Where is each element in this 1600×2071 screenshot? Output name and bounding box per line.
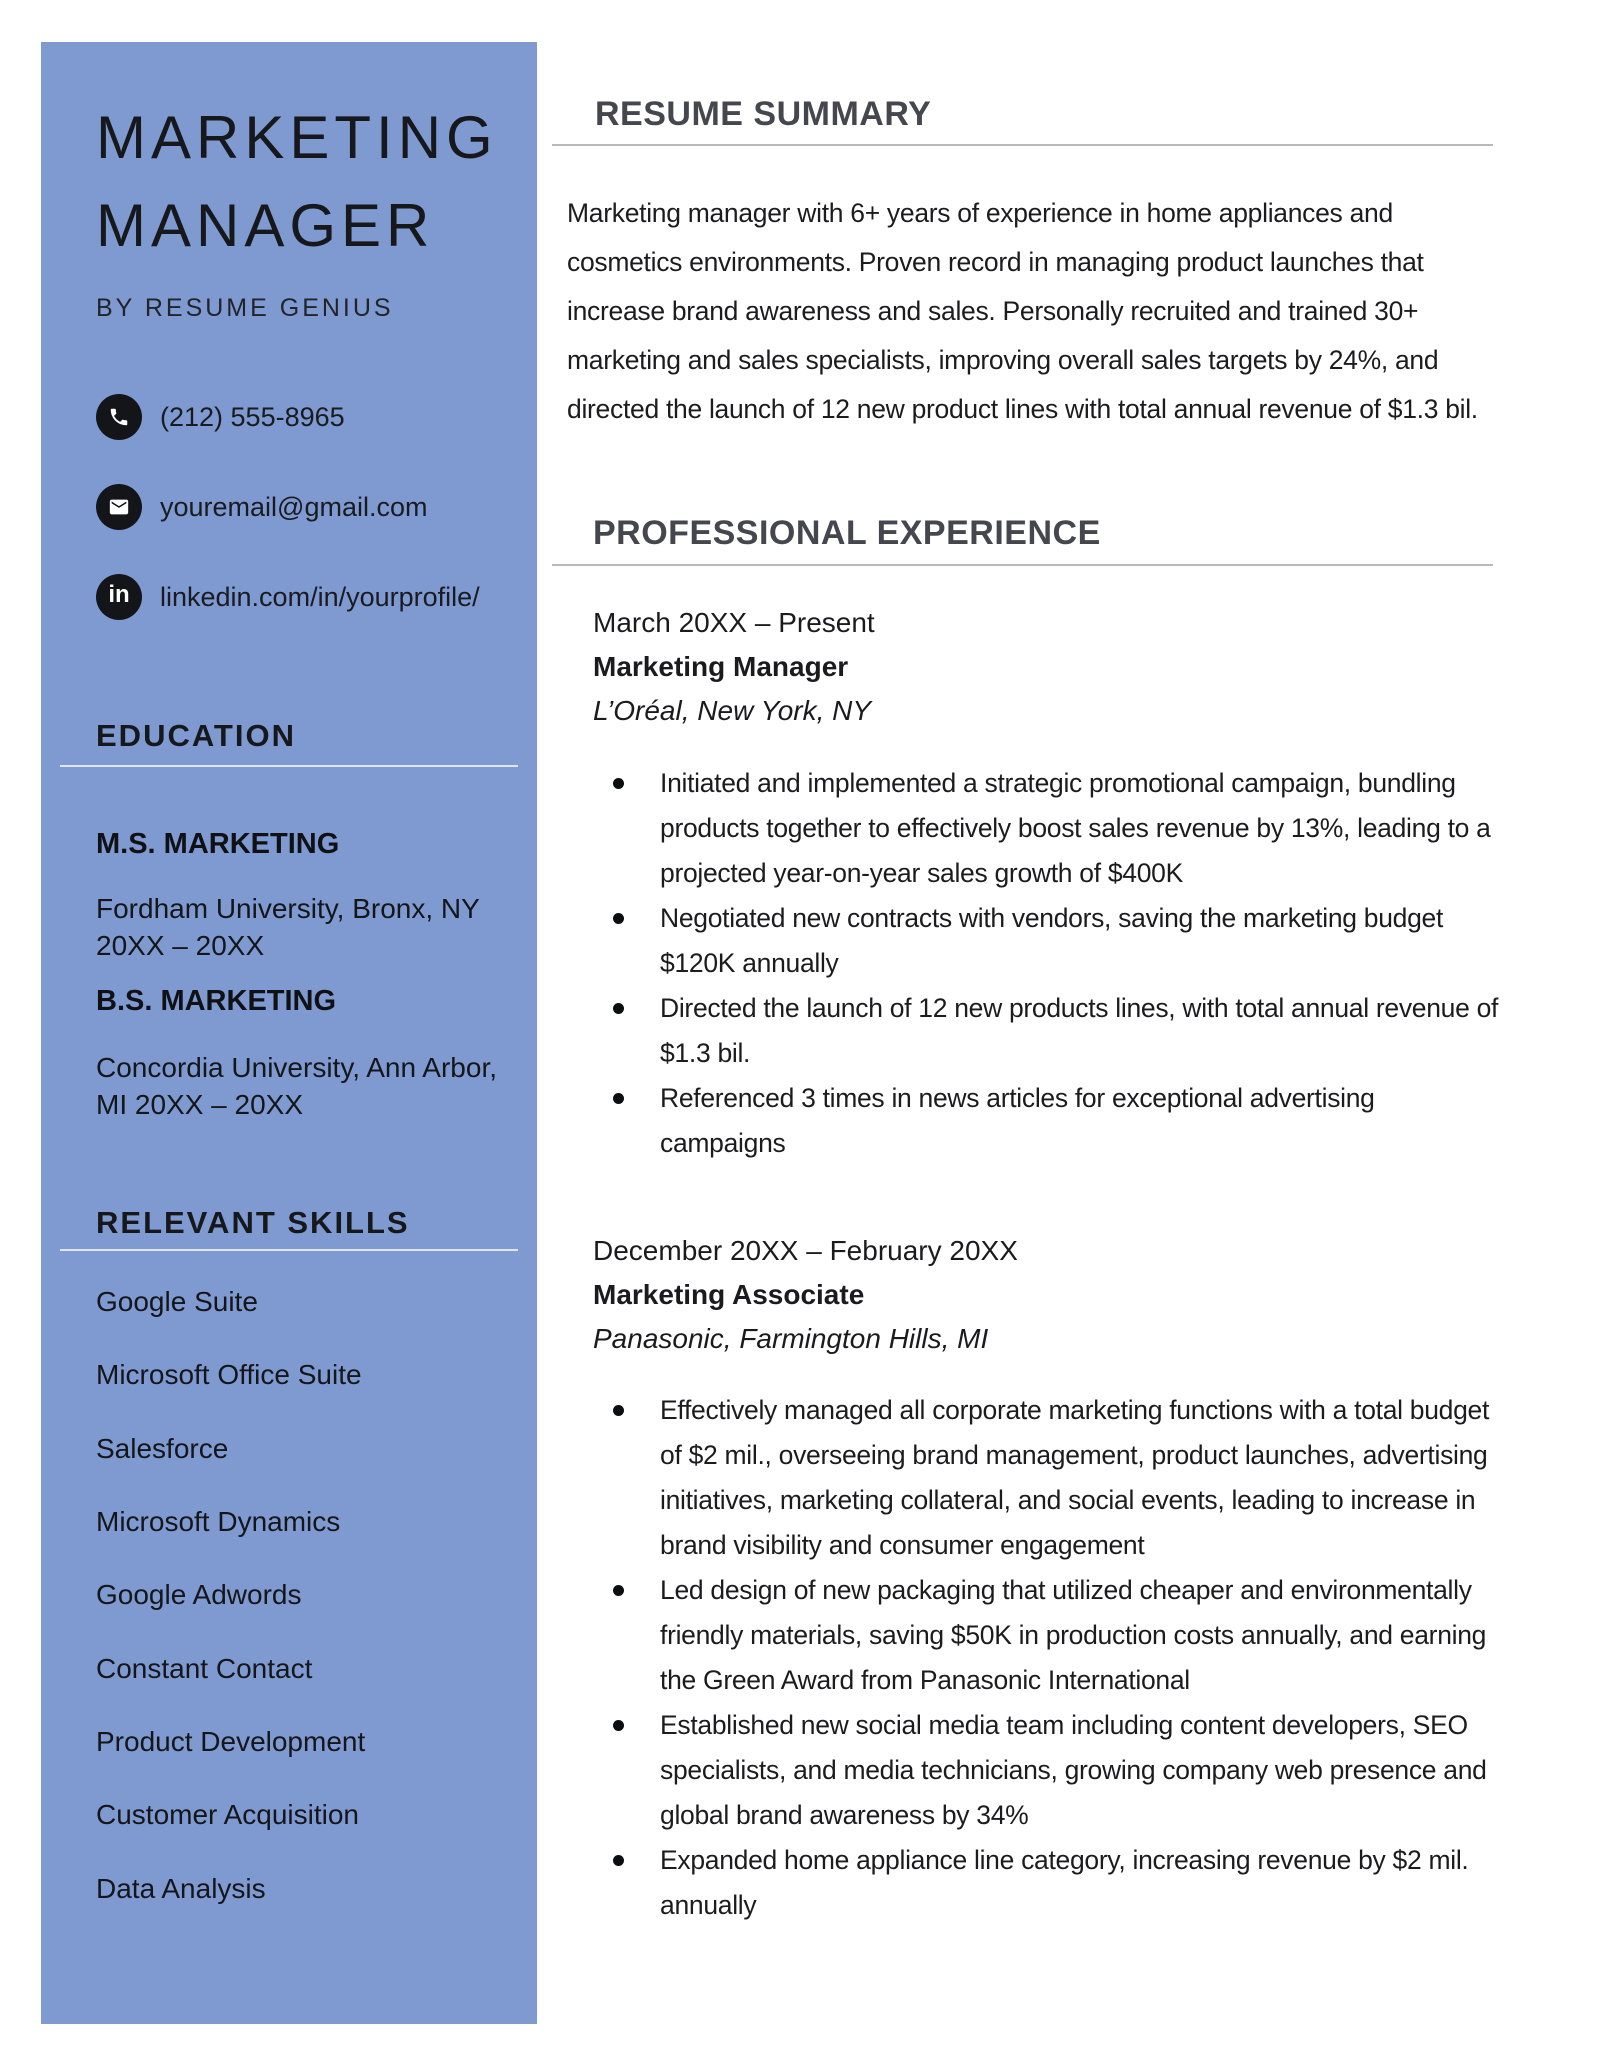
degree-school: Fordham University, Bronx, NY 20XX – 20XX bbox=[96, 893, 480, 961]
job-bullet-list bbox=[593, 1388, 1503, 1928]
page-title bbox=[96, 94, 498, 270]
job-company: Panasonic, Farmington Hills, MI bbox=[593, 1323, 989, 1354]
skill-item: Microsoft Office Suite bbox=[96, 1359, 362, 1390]
contact-row-email[interactable] bbox=[96, 484, 427, 530]
phone-icon bbox=[96, 394, 142, 440]
contact-phone-text[interactable]: (212) 555-8965 bbox=[160, 401, 345, 432]
skill-item: Microsoft Dynamics bbox=[96, 1506, 341, 1537]
job-bullet-list bbox=[593, 761, 1503, 1166]
contact-linkedin-text[interactable]: linkedin.com/in/yourprofile/ bbox=[160, 581, 480, 612]
skill-item: Customer Acquisition bbox=[96, 1799, 360, 1830]
degree-title: B.S. MARKETING bbox=[96, 985, 337, 1017]
title-line-1: MARKETING bbox=[96, 104, 498, 171]
skill-item: Salesforce bbox=[96, 1433, 229, 1464]
bullet-item: Referenced 3 times in news articles for exceptional advertising campaigns bbox=[593, 1076, 1503, 1166]
job-dates: December 20XX – February 20XX bbox=[593, 1235, 1018, 1266]
job-company: L’Oréal, New York, NY bbox=[593, 695, 872, 726]
skills-rule bbox=[60, 1249, 518, 1251]
bullet-item: Effectively managed all corporate marketing functions with a total budget of $2 mil., overseeing brand management, product launches, advertising initiatives, marketing collateral, and social events, leading to increase in brand visibility and consumer engagement bbox=[593, 1388, 1503, 1568]
linkedin-icon: in bbox=[96, 574, 142, 620]
bullet-item: Led design of new packaging that utilized cheaper and environmentally friendly materials, saving $50K in production costs annually, and earning the Green Award from Panasonic International bbox=[593, 1568, 1503, 1703]
summary-paragraph: Marketing manager with 6+ years of experience in home appliances and cosmetics environments. Proven record in managing product launches that increase brand awareness and sales. Personally recruited and trained 30+ marketing and sales specialists, improving overall sales targets by 24%, and directed the launch of 12 new product lines with total annual revenue of $1.3 bil. bbox=[567, 198, 1478, 424]
skill-item: Google Adwords bbox=[96, 1579, 302, 1610]
title-line-2: MANAGER bbox=[96, 192, 435, 259]
job-dates: March 20XX – Present bbox=[593, 607, 875, 638]
skill-item: Data Analysis bbox=[96, 1873, 266, 1904]
bullet-item: Negotiated new contracts with vendors, saving the marketing budget $120K annually bbox=[593, 896, 1503, 986]
job-block bbox=[593, 1229, 1493, 1361]
job-title: Marketing Associate bbox=[593, 1279, 865, 1310]
contact-row-phone[interactable] bbox=[96, 394, 345, 440]
skill-item: Google Suite bbox=[96, 1286, 258, 1317]
sidebar bbox=[41, 42, 537, 2024]
experience-heading: PROFESSIONAL EXPERIENCE bbox=[593, 514, 1101, 552]
byline: BY RESUME GENIUS bbox=[96, 294, 394, 322]
job-block bbox=[593, 601, 1493, 733]
contact-email-text[interactable]: youremail@gmail.com bbox=[160, 491, 428, 522]
bullet-item: Established new social media team including content developers, SEO specialists, and media technicians, growing company web presence and global brand awareness by 34% bbox=[593, 1703, 1503, 1838]
summary-rule bbox=[552, 144, 1493, 146]
contact-row-linkedin[interactable] bbox=[96, 574, 480, 620]
skill-item: Product Development bbox=[96, 1726, 366, 1757]
job-title: Marketing Manager bbox=[593, 651, 849, 682]
skill-item: Constant Contact bbox=[96, 1653, 313, 1684]
resume-summary-heading: RESUME SUMMARY bbox=[595, 95, 932, 133]
degree-school: Concordia University, Ann Arbor, MI 20XX – 20XX bbox=[96, 1052, 498, 1120]
education-rule bbox=[60, 765, 518, 767]
email-icon bbox=[96, 484, 142, 530]
bullet-item: Directed the launch of 12 new products lines, with total annual revenue of $1.3 bil. bbox=[593, 986, 1503, 1076]
education-section-heading: EDUCATION bbox=[96, 718, 296, 753]
skills-section-heading: RELEVANT SKILLS bbox=[96, 1205, 410, 1240]
experience-rule bbox=[552, 564, 1493, 566]
bullet-item: Expanded home appliance line category, increasing revenue by $2 mil. annually bbox=[593, 1838, 1503, 1928]
bullet-item: Initiated and implemented a strategic promotional campaign, bundling products together to effectively boost sales revenue by 13%, leading to a projected year-on-year sales growth of $400K bbox=[593, 761, 1503, 896]
degree-title: M.S. MARKETING bbox=[96, 828, 340, 860]
